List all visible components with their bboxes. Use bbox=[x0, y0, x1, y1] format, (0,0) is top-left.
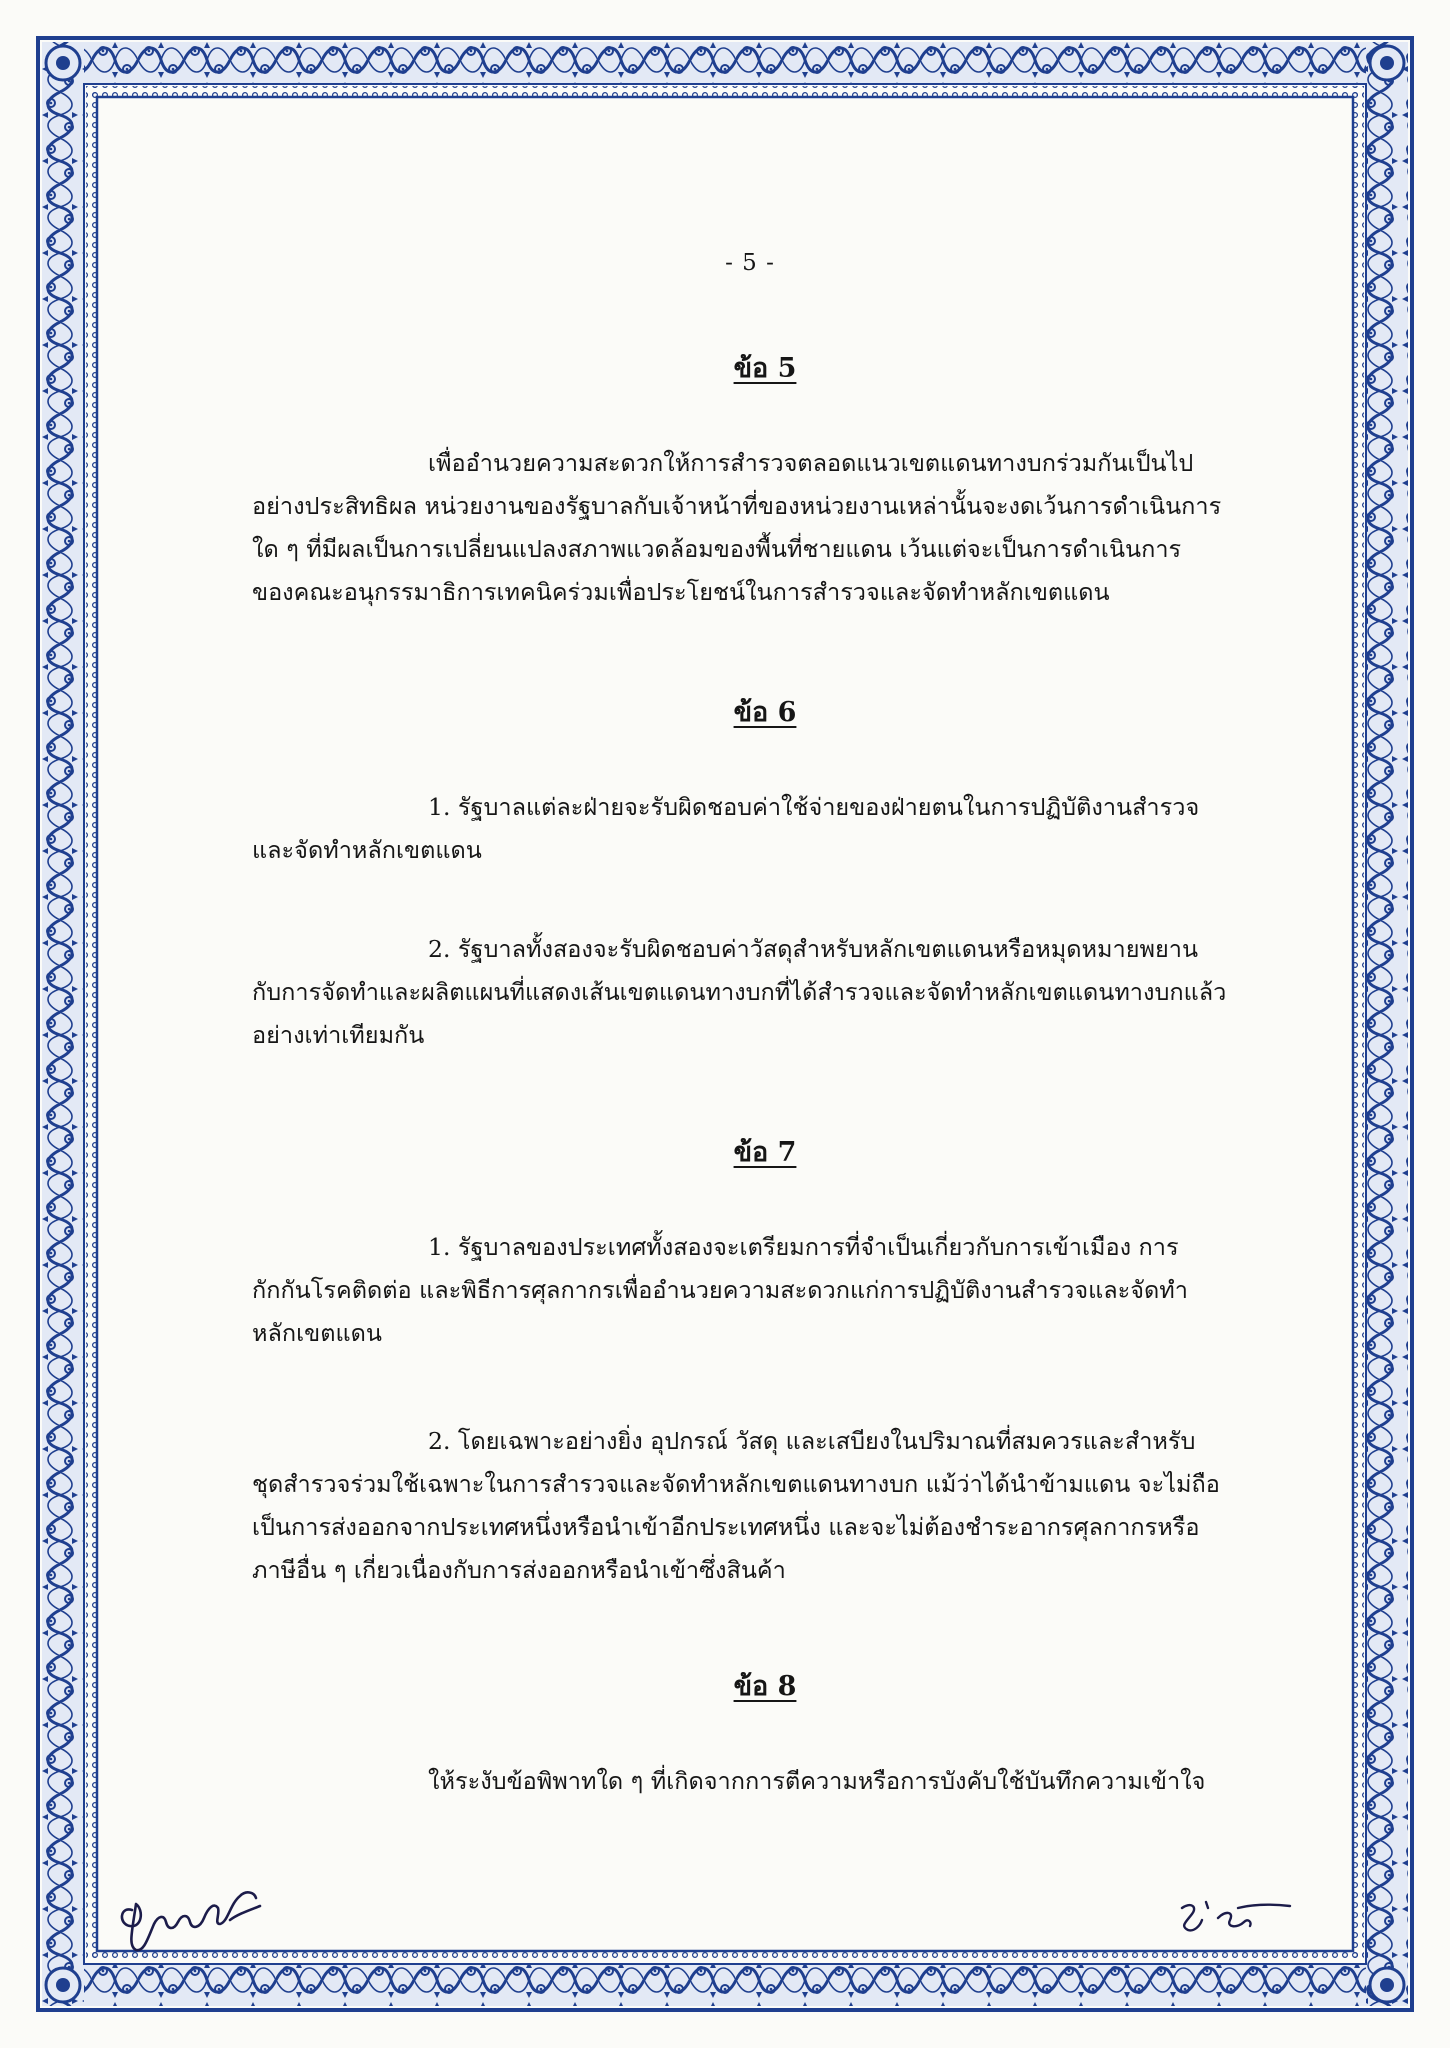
text-line: ภาษีอื่น ๆ เกี่ยวเนื่องกับการส่งออกหรือนำเข้าซึ่งสินค้า bbox=[252, 1556, 786, 1584]
text-line: 2. รัฐบาลทั้งสองจะรับผิดชอบค่าวัสดุสำหรับหลักเขตแดนหรือหมุดหมายพยาน bbox=[428, 935, 1199, 963]
text-line: ให้ระงับข้อพิพาทใด ๆ ที่เกิดจากการตีความหรือการบังคับใช้บันทึกความเข้าใจ bbox=[428, 1767, 1206, 1795]
section-6-paragraph-1 bbox=[252, 786, 1252, 872]
text-line: ใด ๆ ที่มีผลเป็นการเปลี่ยนแปลงสภาพแวดล้อมของพื้นที่ชายแดน เว้นแต่จะเป็นการดำเนินการ bbox=[252, 535, 1182, 563]
text-line: อย่างเท่าเทียมกัน bbox=[252, 1021, 425, 1049]
text-line: เป็นการส่งออกจากประเทศหนึ่งหรือนำเข้าอีกประเทศหนึ่ง และจะไม่ต้องชำระอากรศุลกากรหรือ bbox=[252, 1513, 1200, 1541]
section-heading-7: ข้อ 7 bbox=[733, 1137, 797, 1168]
section-7-paragraph-1 bbox=[252, 1226, 1252, 1355]
text-line: 1. รัฐบาลแต่ละฝ่ายจะรับผิดชอบค่าใช้จ่ายของฝ่ายตนในการปฏิบัติงานสำรวจ bbox=[428, 793, 1200, 821]
section-8-paragraph-1 bbox=[252, 1760, 1252, 1803]
section-5-paragraph-1 bbox=[252, 442, 1252, 614]
section-6-paragraph-2 bbox=[252, 928, 1252, 1057]
text-line: 1. รัฐบาลของประเทศทั้งสองจะเตรียมการที่จำเป็นเกี่ยวกับการเข้าเมือง การ bbox=[428, 1233, 1179, 1261]
text-line: ชุดสำรวจร่วมใช้เฉพาะในการสำรวจและจัดทำหลักเขตแดนทางบก แม้ว่าได้นำข้ามแดน จะไม่ถือ bbox=[252, 1470, 1220, 1498]
text-line: ของคณะอนุกรรมาธิการเทคนิคร่วมเพื่อประโยชน์ในการสำรวจและจัดทำหลักเขตแดน bbox=[252, 578, 1110, 606]
section-7-paragraph-2 bbox=[252, 1420, 1252, 1592]
page-number: - 5 - bbox=[725, 250, 775, 276]
text-line: อย่างประสิทธิผล หน่วยงานของรัฐบาลกับเจ้าหน้าที่ของหน่วยงานเหล่านั้นจะงดเว้นการดำเนินการ bbox=[252, 492, 1222, 520]
text-line: 2. โดยเฉพาะอย่างยิ่ง อุปกรณ์ วัสดุ และเสบียงในปริมาณที่สมควรและสำหรับ bbox=[428, 1427, 1196, 1455]
section-heading-5: ข้อ 5 bbox=[733, 353, 797, 384]
left-signature bbox=[110, 1880, 290, 1960]
text-line: และจัดทำหลักเขตแดน bbox=[252, 836, 482, 864]
text-line: กักกันโรคติดต่อ และพิธีการศุลกากรเพื่ออำนวยความสะดวกแก่การปฏิบัติงานสำรวจและจัดทำ bbox=[252, 1276, 1188, 1304]
section-heading-8: ข้อ 8 bbox=[733, 1671, 797, 1702]
text-line: กับการจัดทำและผลิตแผนที่แสดงเส้นเขตแดนทางบกที่ได้สำรวจและจัดทำหลักเขตแดนทางบกแล้ว bbox=[252, 978, 1227, 1006]
section-heading-6: ข้อ 6 bbox=[733, 697, 797, 728]
right-signature bbox=[1168, 1888, 1318, 1948]
text-line: หลักเขตแดน bbox=[252, 1319, 382, 1347]
text-line: เพื่ออำนวยความสะดวกให้การสำรวจตลอดแนวเขตแดนทางบกร่วมกันเป็นไป bbox=[428, 449, 1194, 477]
